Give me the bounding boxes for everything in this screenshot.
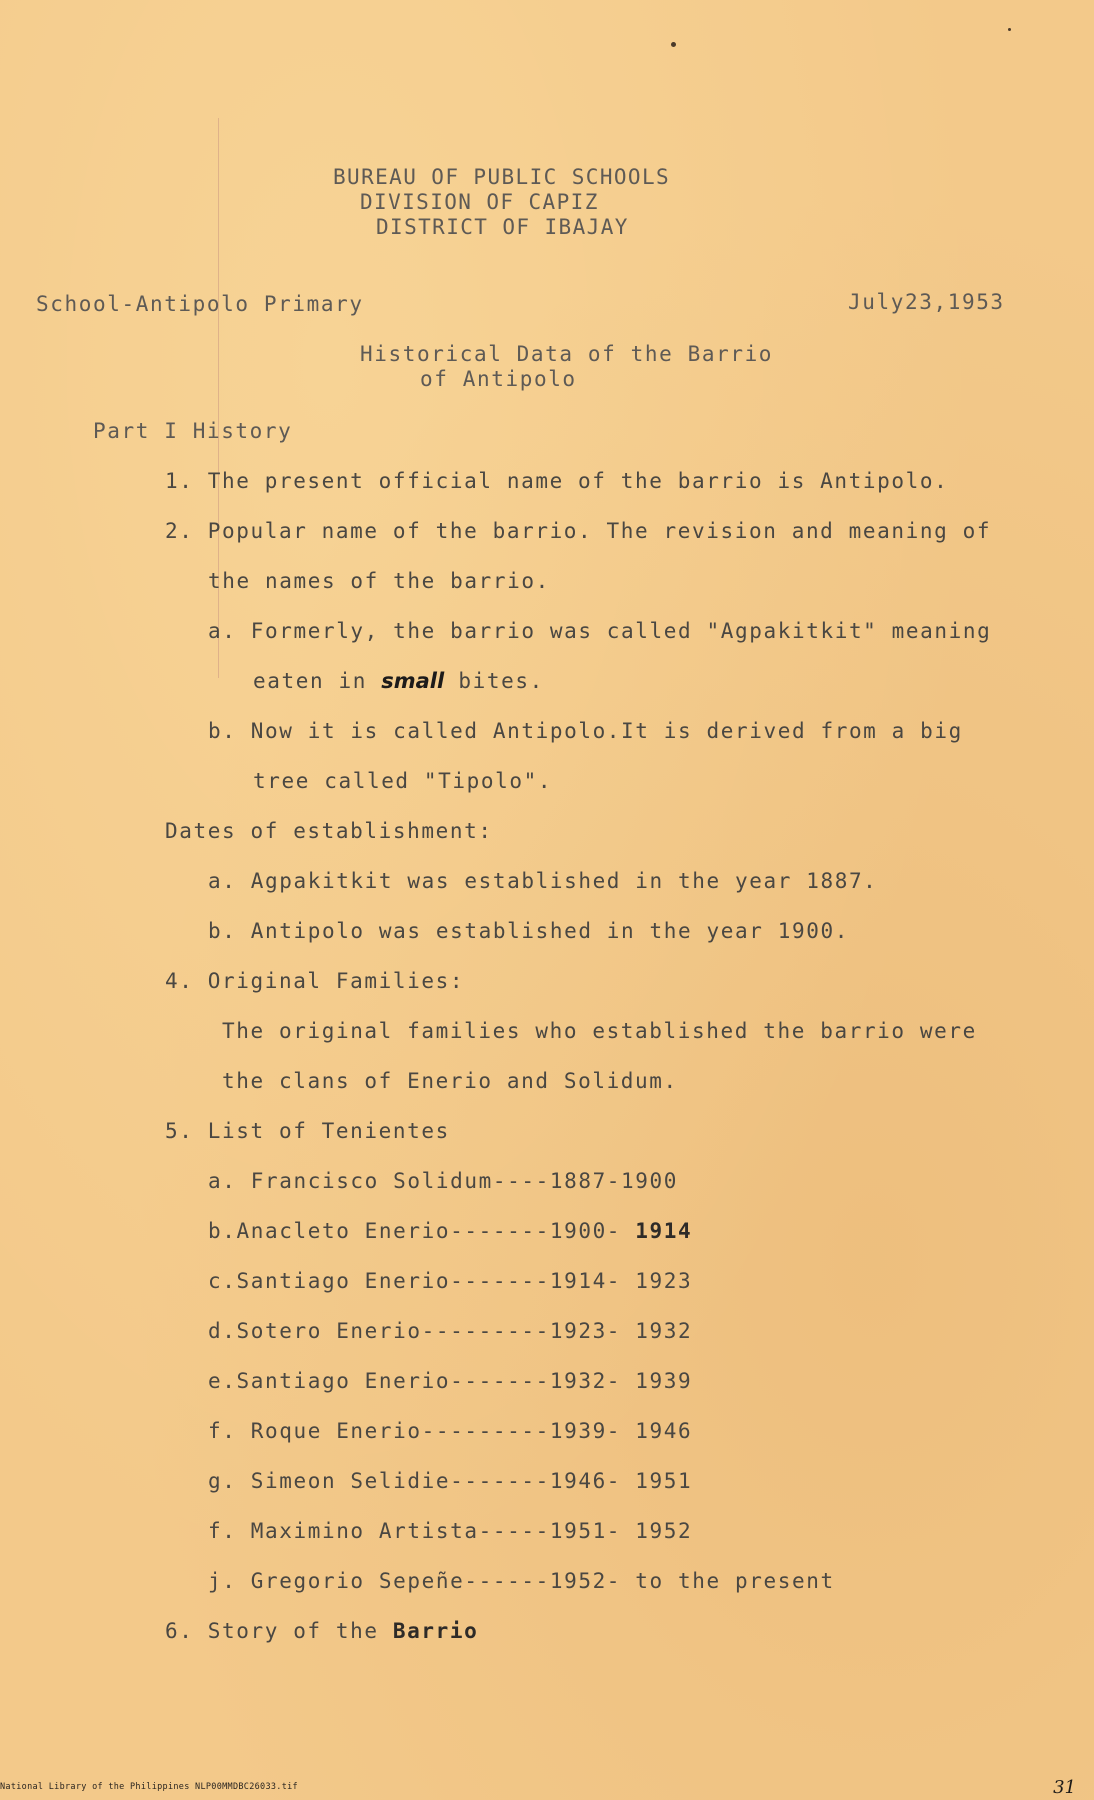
item-6-bold: Barrio xyxy=(392,1619,479,1643)
item-2b-cont: tree called "Tipolo". xyxy=(253,769,553,793)
teniente-text: j. Gregorio Sepeñe------1952- to the present xyxy=(208,1569,835,1593)
school-name: School-Antipolo Primary xyxy=(36,292,364,316)
teniente-text: f. Maximino Artista-----1951- 1952 xyxy=(208,1519,693,1543)
item-1: 1. The present official name of the barrio is Antipolo. xyxy=(165,469,949,493)
teniente-text: f. Roque Enerio---------1939- 1946 xyxy=(208,1419,693,1443)
teniente-text: c.Santiago Enerio-------1914- 1923 xyxy=(208,1269,693,1293)
item-2a-text-pre: eaten in xyxy=(253,669,367,693)
item-2a-cont xyxy=(253,669,544,693)
item-4-text: The original families who established the barrio were xyxy=(222,1019,977,1043)
teniente-item xyxy=(208,1469,692,1493)
teniente-text: d.Sotero Enerio---------1923- 1932 xyxy=(208,1319,693,1343)
ink-speck xyxy=(1008,28,1011,31)
teniente-item xyxy=(208,1269,692,1293)
item-2b: b. Now it is called Antipolo.It is derived from a big xyxy=(208,719,963,743)
teniente-item xyxy=(208,1519,692,1543)
part-heading: Part I History xyxy=(93,419,293,443)
teniente-text: b.Anacleto Enerio-------1900- xyxy=(208,1219,636,1243)
item-2a-text-post: bites. xyxy=(458,669,544,693)
item-4-heading: 4. Original Families: xyxy=(165,969,465,993)
item-5-heading: 5. List of Tenientes xyxy=(165,1119,450,1143)
ink-speck xyxy=(671,42,676,47)
header-bureau: BUREAU OF PUBLIC SCHOOLS xyxy=(333,165,671,189)
teniente-bold: 1914 xyxy=(635,1219,693,1243)
header-division: DIVISION OF CAPIZ xyxy=(360,190,599,214)
teniente-text: e.Santiago Enerio-------1932- 1939 xyxy=(208,1369,693,1393)
item-3-heading: Dates of establishment: xyxy=(165,819,493,843)
document-title-line2: of Antipolo xyxy=(420,367,577,391)
header-district: DISTRICT OF IBAJAY xyxy=(376,215,629,239)
teniente-item xyxy=(208,1369,692,1393)
item-3a: a. Agpakitkit was established in the year 1887. xyxy=(208,869,878,893)
item-2: 2. Popular name of the barrio. The revision and meaning of xyxy=(165,519,992,543)
teniente-item xyxy=(208,1219,692,1243)
document-title: Historical Data of the Barrio xyxy=(360,342,774,366)
page-number: 31 xyxy=(1053,1777,1076,1798)
item-6-heading xyxy=(165,1619,478,1643)
item-2a: a. Formerly, the barrio was called "Agpakitkit" meaning xyxy=(208,619,992,643)
item-6-text: 6. Story of the xyxy=(165,1619,379,1643)
handwritten-small: small xyxy=(381,669,445,693)
teniente-text: a. Francisco Solidum----1887-1900 xyxy=(208,1169,679,1193)
item-3b: b. Antipolo was established in the year 1900. xyxy=(208,919,849,943)
margin-line xyxy=(218,118,219,678)
item-2-cont: the names of the barrio. xyxy=(208,569,550,593)
teniente-item xyxy=(208,1569,835,1593)
document-date: July23,1953 xyxy=(848,290,1005,314)
item-4-text-cont: the clans of Enerio and Solidum. xyxy=(222,1069,678,1093)
archive-footer: National Library of the Philippines NLP00MMDBC26033.tif xyxy=(0,1782,298,1792)
teniente-item xyxy=(208,1319,692,1343)
teniente-item xyxy=(208,1169,678,1193)
teniente-item xyxy=(208,1419,692,1443)
teniente-text: g. Simeon Selidie-------1946- 1951 xyxy=(208,1469,693,1493)
